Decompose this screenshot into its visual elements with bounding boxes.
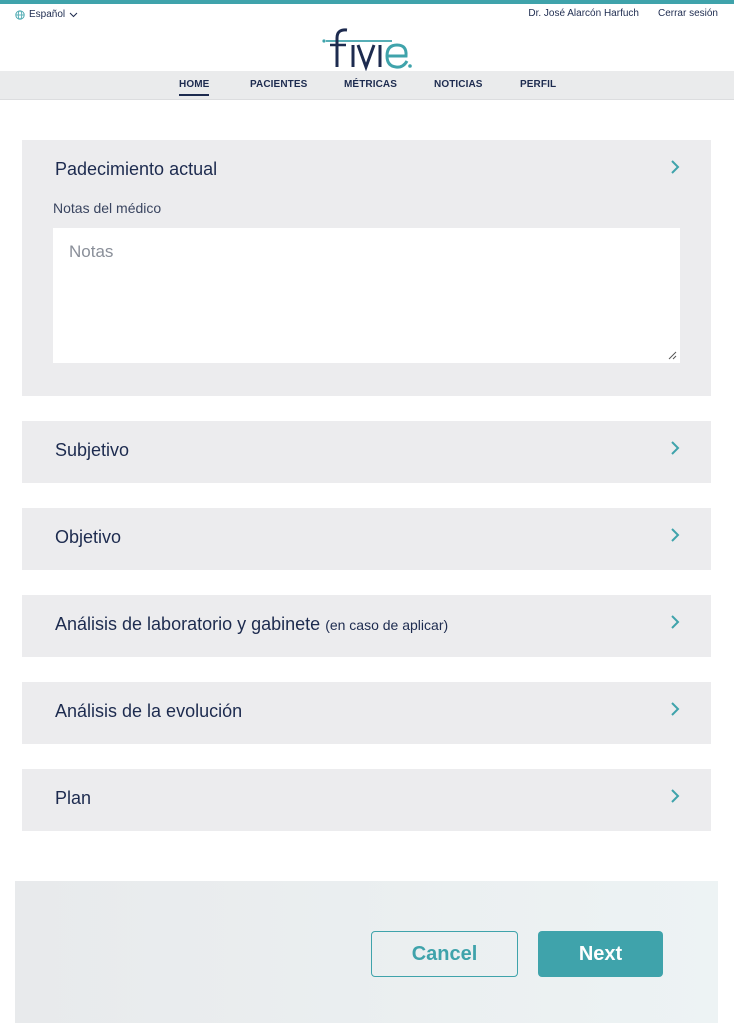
section-title-analisis-laboratorio-note: (en caso de aplicar) <box>325 617 449 633</box>
section-objetivo[interactable] <box>22 508 711 570</box>
top-accent-bar <box>0 0 734 4</box>
nav-metricas[interactable]: MÉTRICAS <box>344 79 398 90</box>
form-footer <box>15 881 718 1023</box>
nav-home[interactable]: HOME <box>179 79 210 90</box>
section-subjetivo[interactable] <box>22 421 711 483</box>
section-title-plan: Plan <box>55 788 92 808</box>
globe-icon <box>15 10 25 20</box>
cancel-button[interactable]: Cancel <box>371 931 518 977</box>
chevron-right-icon[interactable] <box>669 788 681 804</box>
nav-noticias[interactable]: NOTICIAS <box>434 79 483 90</box>
section-title-padecimiento: Padecimiento actual <box>55 159 218 179</box>
language-selector[interactable] <box>15 9 78 20</box>
section-analisis-laboratorio[interactable] <box>22 595 711 657</box>
notes-textarea[interactable] <box>53 228 680 363</box>
chevron-right-icon[interactable] <box>669 527 681 543</box>
chevron-down-icon <box>69 12 78 18</box>
chevron-right-icon[interactable] <box>669 614 681 630</box>
section-title-subjetivo: Subjetivo <box>55 440 130 460</box>
section-title-objetivo: Objetivo <box>55 527 122 547</box>
logout-link[interactable]: Cerrar sesión <box>657 8 718 19</box>
chevron-right-icon[interactable] <box>669 159 681 175</box>
section-title-evolucion: Análisis de la evolución <box>55 701 243 721</box>
section-title-analisis-laboratorio <box>55 614 448 635</box>
next-button[interactable]: Next <box>538 931 663 977</box>
nav-pacientes[interactable]: PACIENTES <box>250 79 308 90</box>
section-plan[interactable] <box>22 769 711 831</box>
chevron-right-icon[interactable] <box>669 440 681 456</box>
section-title-analisis-laboratorio-text: Análisis de laboratorio y gabinete <box>55 614 321 634</box>
language-label: Español <box>29 9 66 20</box>
notes-label: Notas del médico <box>53 200 162 216</box>
resize-grip-icon[interactable] <box>667 350 677 360</box>
chevron-right-icon[interactable] <box>669 701 681 717</box>
section-analisis-evolucion[interactable] <box>22 682 711 744</box>
user-name-link[interactable]: Dr. José Alarcón Harfuch <box>528 8 639 19</box>
section-padecimiento-actual <box>22 140 711 396</box>
main-nav <box>0 71 734 100</box>
fivie-logo <box>320 24 415 72</box>
nav-perfil[interactable]: PERFIL <box>520 79 557 90</box>
